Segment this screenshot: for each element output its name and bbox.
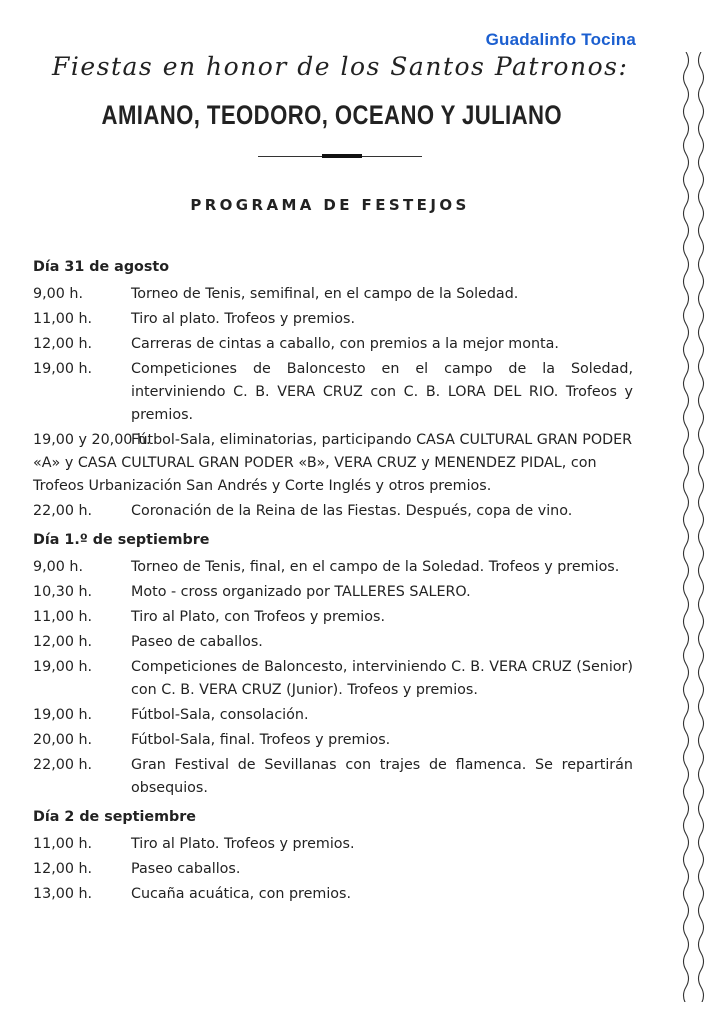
event-text: Tiro al Plato, con Trofeos y premios. bbox=[131, 609, 385, 625]
event-time: 11,00 h. bbox=[33, 609, 93, 625]
event-time: 19,00 h. bbox=[33, 361, 93, 377]
wavy-border-right bbox=[699, 52, 704, 1002]
event-row bbox=[33, 704, 633, 727]
event-row bbox=[33, 631, 633, 654]
program-heading: PROGRAMA DE FESTEJOS bbox=[190, 196, 470, 214]
event-time: 19,00 h. bbox=[33, 659, 93, 675]
event-text: Moto - cross organizado por TALLERES SALERO. bbox=[131, 584, 471, 600]
event-row bbox=[33, 358, 633, 427]
event-time: 13,00 h. bbox=[33, 886, 93, 902]
event-time: 20,00 h. bbox=[33, 732, 93, 748]
event-text: Paseo caballos. bbox=[131, 861, 241, 877]
event-row bbox=[33, 283, 633, 306]
day-title: Día 1.º de septiembre bbox=[33, 532, 210, 548]
event-row bbox=[33, 429, 633, 498]
event-time: 12,00 h. bbox=[33, 861, 93, 877]
event-row bbox=[33, 333, 633, 356]
event-row bbox=[33, 833, 633, 856]
event-row bbox=[33, 754, 633, 800]
event-text: Competiciones de Baloncesto en el campo de la Soledad, interviniendo C. B. VERA CRUZ con C. B. LORA DEL RIO. Trofeos y premios. bbox=[131, 361, 633, 423]
event-text: Competiciones de Baloncesto, interviniendo C. B. VERA CRUZ (Senior) con C. B. VERA CRUZ (Junior). Trofeos y premios. bbox=[131, 659, 633, 698]
event-time: 10,30 h. bbox=[33, 584, 93, 600]
event-time: 19,00 h. bbox=[33, 707, 93, 723]
event-time: 12,00 h. bbox=[33, 336, 93, 352]
event-row bbox=[33, 883, 633, 906]
saints-heading: AMIANO, TEODORO, OCEANO Y JULIANO bbox=[101, 100, 563, 130]
event-text: Fútbol-Sala, eliminatorias, participando CASA CULTURAL GRAN PODER «A» y CASA CULTURAL GRAN PODER «B», VERA CRUZ y MENENDEZ PIDAL, con Trofeos Urbanización San Andrés y Corte Inglés y otros premios. bbox=[33, 432, 633, 494]
event-time: 12,00 h. bbox=[33, 634, 93, 650]
watermark-text: Guadalinfo Tocina bbox=[485, 30, 636, 49]
day-title: Día 2 de septiembre bbox=[33, 809, 196, 825]
event-row bbox=[33, 308, 633, 331]
event-text: Tiro al plato. Trofeos y premios. bbox=[131, 311, 355, 327]
event-row bbox=[33, 858, 633, 881]
day-block bbox=[33, 256, 633, 523]
event-time: 9,00 h. bbox=[33, 559, 83, 575]
event-row bbox=[33, 556, 633, 579]
event-text: Gran Festival de Sevillanas con trajes de flamenca. Se repartirán obsequios. bbox=[131, 757, 633, 796]
event-time: 19,00 y 20,00 h. bbox=[33, 432, 151, 448]
event-time: 11,00 h. bbox=[33, 836, 93, 852]
page-title: Fiestas en honor de los Santos Patronos: bbox=[52, 52, 629, 81]
day-block bbox=[33, 806, 633, 906]
event-text: Fútbol-Sala, consolación. bbox=[131, 707, 309, 723]
event-text: Torneo de Tenis, final, en el campo de la Soledad. Trofeos y premios. bbox=[131, 559, 620, 575]
event-time: 11,00 h. bbox=[33, 311, 93, 327]
event-time: 22,00 h. bbox=[33, 503, 93, 519]
event-time: 9,00 h. bbox=[33, 286, 83, 302]
event-text: Paseo de caballos. bbox=[131, 634, 263, 650]
event-row bbox=[33, 606, 633, 629]
event-text: Cucaña acuática, con premios. bbox=[131, 886, 352, 902]
event-text: Torneo de Tenis, semifinal, en el campo de la Soledad. bbox=[131, 286, 519, 302]
event-text: Tiro al Plato. Trofeos y premios. bbox=[131, 836, 355, 852]
divider-accent bbox=[322, 154, 362, 158]
event-row bbox=[33, 581, 633, 604]
event-row bbox=[33, 500, 633, 523]
event-text: Fútbol-Sala, final. Trofeos y premios. bbox=[131, 732, 391, 748]
day-title: Día 31 de agosto bbox=[33, 259, 170, 275]
event-text: Carreras de cintas a caballo, con premios a la mejor monta. bbox=[131, 336, 559, 352]
event-row bbox=[33, 729, 633, 752]
event-time: 22,00 h. bbox=[33, 757, 93, 773]
wavy-border-left bbox=[684, 52, 689, 1002]
event-text: Coronación de la Reina de las Fiestas. Después, copa de vino. bbox=[131, 503, 573, 519]
program-content bbox=[33, 256, 633, 912]
day-block bbox=[33, 529, 633, 800]
decorative-border bbox=[674, 52, 712, 1002]
event-row bbox=[33, 656, 633, 702]
